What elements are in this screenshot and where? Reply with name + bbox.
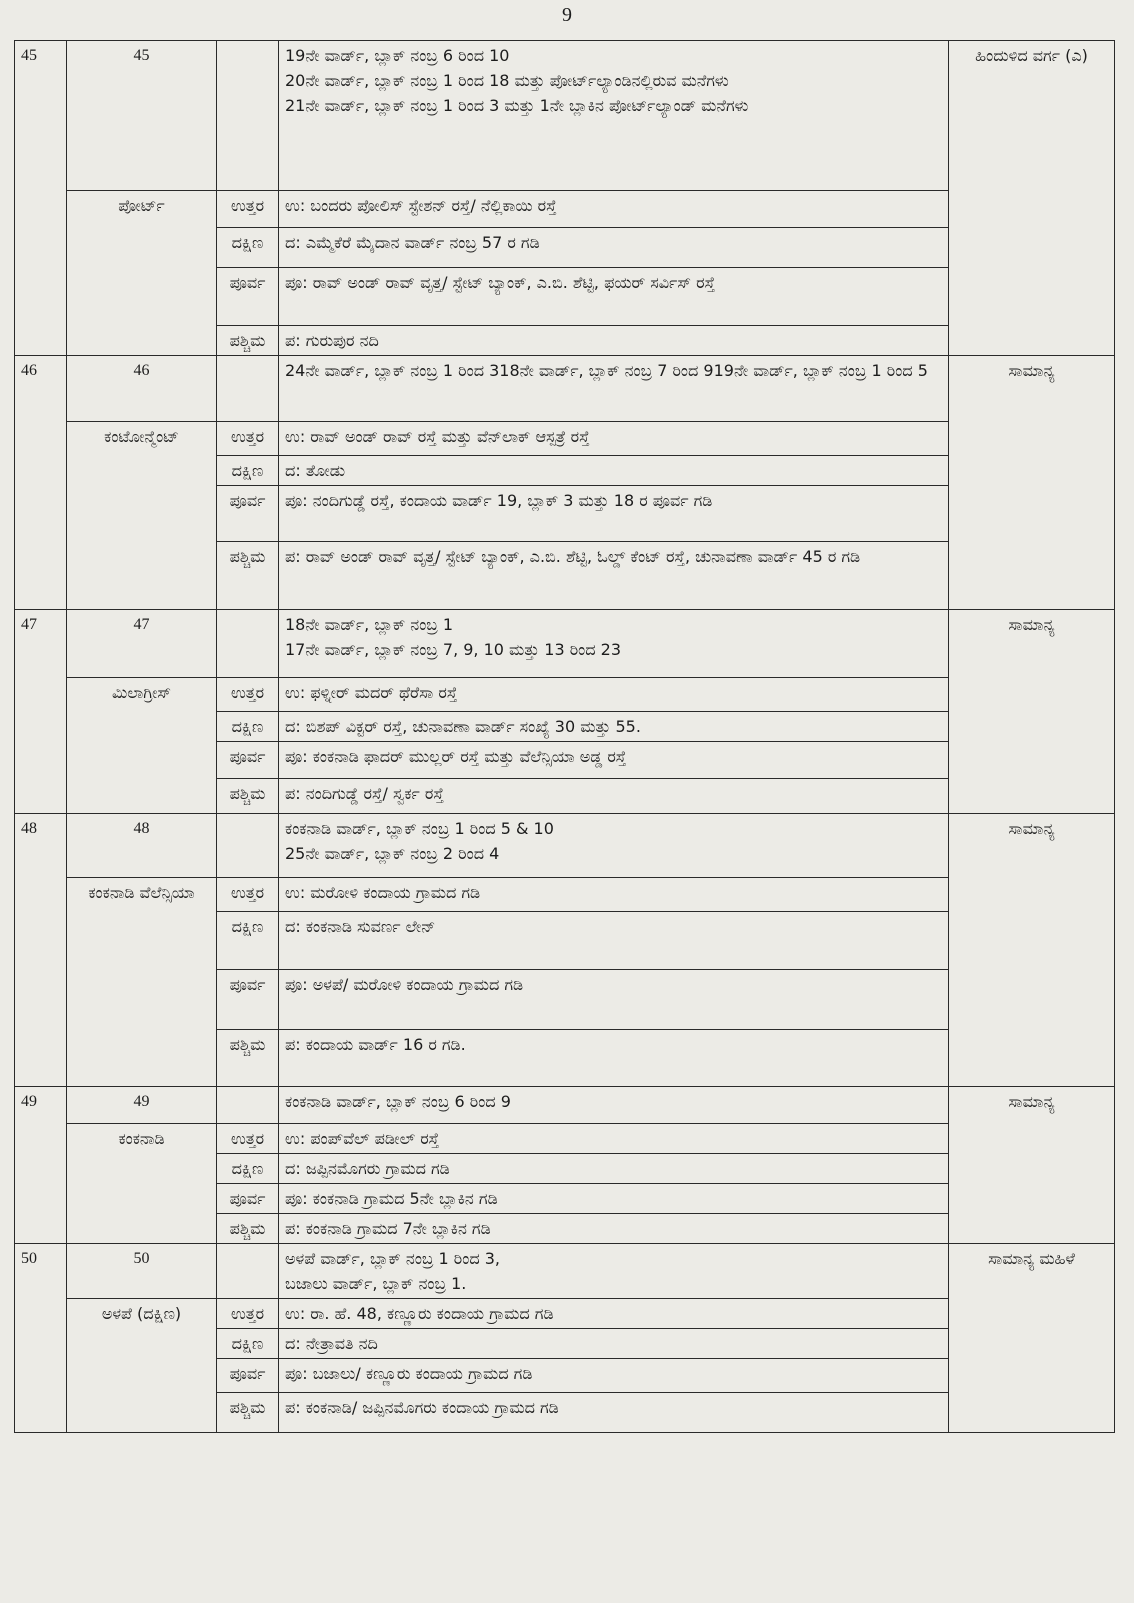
boundary-north: ಉ: ಫಳ್ನೀರ್ ಮದರ್ ಥೆರೆಸಾ ರಸ್ತೆ — [279, 678, 949, 712]
ward-blocks — [279, 356, 949, 422]
boundary-south: ದ: ಜಪ್ಪಿನಮೊಗರು ಗ್ರಾಮದ ಗಡಿ — [279, 1154, 949, 1184]
direction-label-north: ಉತ್ತರ — [217, 191, 279, 228]
direction-empty — [217, 814, 279, 878]
block-line: 18ನೇ ವಾರ್ಡ್, ಬ್ಲಾಕ್ ನಂಬ್ರ 1 — [285, 615, 454, 634]
boundary-north: ಉ: ರಾವ್ ಅಂಡ್ ರಾವ್ ರಸ್ತೆ ಮತ್ತು ವೆನ್‌ಲಾಕ್ ಆಸ್ಪತ್ರೆ ರಸ್ತೆ — [279, 422, 949, 456]
ward-name: ಅಳಪೆ (ದಕ್ಷಿಣ) — [67, 1299, 217, 1433]
ward-number: 46 — [67, 356, 217, 422]
serial-number: 50 — [15, 1244, 67, 1433]
ward-blocks — [279, 1087, 949, 1124]
block-line: 21ನೇ ವಾರ್ಡ್, ಬ್ಲಾಕ್ ನಂಬ್ರ 1 ರಿಂದ 3 ಮತ್ತು 1ನೇ ಬ್ಲಾಕಿನ ಪೋರ್ಟ್‌ಲ್ಯಾಂಡ್ ಮನೆಗಳು — [285, 96, 749, 115]
block-line: ಬಜಾಲು ವಾರ್ಡ್, ಬ್ಲಾಕ್ ನಂಬ್ರ 1. — [285, 1274, 467, 1293]
boundary-west: ಪ: ಕಂದಾಯ ವಾರ್ಡ್ 16 ರ ಗಡಿ. — [279, 1030, 949, 1087]
block-line: 20ನೇ ವಾರ್ಡ್, ಬ್ಲಾಕ್ ನಂಬ್ರ 1 ರಿಂದ 18 ಮತ್ತು ಪೋರ್ಟ್‌ಲ್ಯಾಂಡಿನಲ್ಲಿರುವ ಮನೆಗಳು — [285, 71, 729, 90]
reservation-category: ಸಾಮಾನ್ಯ — [949, 356, 1115, 610]
direction-label-north: ಉತ್ತರ — [217, 678, 279, 712]
boundary-north: ಉ: ರಾ. ಹೆ. 48, ಕಣ್ಣೂರು ಕಂದಾಯ ಗ್ರಾಮದ ಗಡಿ — [279, 1299, 949, 1329]
direction-label-south: ದಕ್ಷಿಣ — [217, 912, 279, 970]
direction-label-north: ಉತ್ತರ — [217, 422, 279, 456]
serial-number: 49 — [15, 1087, 67, 1244]
boundary-south: ದ: ಕಂಕನಾಡಿ ಸುವರ್ಣ ಲೇನ್ — [279, 912, 949, 970]
ward-name: ಕಂಕನಾಡಿ ವೆಲೆನ್ಸಿಯಾ — [67, 878, 217, 1087]
ward-row-header — [15, 1087, 1115, 1124]
boundary-south: ದ: ಎಮ್ಮೆಕೆರೆ ಮೈದಾನ ವಾರ್ಡ್ ನಂಬ್ರ 57 ರ ಗಡಿ — [279, 228, 949, 268]
reservation-category: ಸಾಮಾನ್ಯ — [949, 814, 1115, 1087]
direction-label-north: ಉತ್ತರ — [217, 1299, 279, 1329]
serial-number: 48 — [15, 814, 67, 1087]
direction-label-south: ದಕ್ಷಿಣ — [217, 712, 279, 742]
direction-label-east: ಪೂರ್ವ — [217, 1184, 279, 1214]
reservation-category: ಸಾಮಾನ್ಯ ಮಹಿಳೆ — [949, 1244, 1115, 1433]
boundary-west: ಪ: ಕಂಕನಾಡಿ/ ಜಪ್ಪಿನಮೊಗರು ಕಂದಾಯ ಗ್ರಾಮದ ಗಡಿ — [279, 1393, 949, 1433]
direction-label-west: ಪಶ್ಚಿಮ — [217, 1393, 279, 1433]
serial-number: 46 — [15, 356, 67, 610]
ward-number: 50 — [67, 1244, 217, 1299]
boundary-south: ದ: ತೋಡು — [279, 456, 949, 486]
direction-label-east: ಪೂರ್ವ — [217, 486, 279, 542]
reservation-category: ಸಾಮಾನ್ಯ — [949, 1087, 1115, 1244]
direction-label-north: ಉತ್ತರ — [217, 878, 279, 912]
ward-name: ಕಂಟೋನ್ಮೆಂಟ್ — [67, 422, 217, 610]
direction-label-south: ದಕ್ಷಿಣ — [217, 1329, 279, 1359]
boundary-north: ಉ: ಪಂಪ್‌ವೆಲ್ ಪಡೀಲ್ ರಸ್ತೆ — [279, 1124, 949, 1154]
direction-label-east: ಪೂರ್ವ — [217, 1359, 279, 1393]
direction-label-north: ಉತ್ತರ — [217, 1124, 279, 1154]
serial-number: 45 — [15, 41, 67, 356]
ward-row-header — [15, 814, 1115, 878]
block-line: ಕಂಕನಾಡಿ ವಾರ್ಡ್, ಬ್ಲಾಕ್ ನಂಬ್ರ 6 ರಿಂದ 9 — [285, 1092, 511, 1111]
direction-empty — [217, 610, 279, 678]
ward-name: ಪೋರ್ಟ್ — [67, 191, 217, 356]
direction-label-south: ದಕ್ಷಿಣ — [217, 1154, 279, 1184]
boundary-east: ಪೂ: ರಾವ್ ಅಂಡ್ ರಾವ್ ವೃತ್ತ/ ಸ್ಟೇಟ್ ಬ್ಯಾಂಕ್, ಎ.ಬಿ. ಶೆಟ್ಟಿ, ಫಯರ್ ಸರ್ವಿಸ್ ರಸ್ತೆ — [279, 268, 949, 326]
reservation-category: ಸಾಮಾನ್ಯ — [949, 610, 1115, 814]
ward-row-header — [15, 1244, 1115, 1299]
block-line: ಕಂಕನಾಡಿ ವಾರ್ಡ್, ಬ್ಲಾಕ್ ನಂಬ್ರ 1 ರಿಂದ 5 & 10 — [285, 819, 554, 838]
ward-number: 48 — [67, 814, 217, 878]
boundary-east: ಪೂ: ಬಜಾಲು/ ಕಣ್ಣೂರು ಕಂದಾಯ ಗ್ರಾಮದ ಗಡಿ — [279, 1359, 949, 1393]
boundary-west: ಪ: ಕಂಕನಾಡಿ ಗ್ರಾಮದ 7ನೇ ಬ್ಲಾಕಿನ ಗಡಿ — [279, 1214, 949, 1244]
direction-label-south: ದಕ್ಷಿಣ — [217, 228, 279, 268]
block-line: 25ನೇ ವಾರ್ಡ್, ಬ್ಲಾಕ್ ನಂಬ್ರ 2 ರಿಂದ 4 — [285, 844, 500, 863]
block-line: ಅಳಪೆ ವಾರ್ಡ್, ಬ್ಲಾಕ್ ನಂಬ್ರ 1 ರಿಂದ 3, — [285, 1249, 501, 1268]
direction-label-west: ಪಶ್ಚಿಮ — [217, 542, 279, 610]
ward-blocks — [279, 814, 949, 878]
block-line: 24ನೇ ವಾರ್ಡ್, ಬ್ಲಾಕ್ ನಂಬ್ರ 1 ರಿಂದ 318ನೇ ವಾರ್ಡ್, ಬ್ಲಾಕ್ ನಂಬ್ರ 7 ರಿಂದ 919ನೇ ವಾರ್ಡ್, ಬ್ಲಾಕ್ ನಂಬ್ರ 1 ರಿಂದ 5 — [285, 361, 928, 380]
direction-label-west: ಪಶ್ಚಿಮ — [217, 326, 279, 356]
ward-blocks — [279, 610, 949, 678]
ward-number: 47 — [67, 610, 217, 678]
block-line: 17ನೇ ವಾರ್ಡ್, ಬ್ಲಾಕ್ ನಂಬ್ರ 7, 9, 10 ಮತ್ತು 13 ರಿಂದ 23 — [285, 640, 622, 659]
boundary-south: ದ: ನೇತ್ರಾವತಿ ನದಿ — [279, 1329, 949, 1359]
boundary-east: ಪೂ: ಕಂಕನಾಡಿ ಗ್ರಾಮದ 5ನೇ ಬ್ಲಾಕಿನ ಗಡಿ — [279, 1184, 949, 1214]
ward-number: 45 — [67, 41, 217, 191]
boundary-east: ಪೂ: ಕಂಕನಾಡಿ ಫಾದರ್ ಮುಲ್ಲರ್ ರಸ್ತೆ ಮತ್ತು ವೆಲೆನ್ಸಿಯಾ ಅಡ್ಡ ರಸ್ತೆ — [279, 742, 949, 779]
boundary-west: ಪ: ಗುರುಪುರ ನದಿ — [279, 326, 949, 356]
direction-empty — [217, 41, 279, 191]
serial-number: 47 — [15, 610, 67, 814]
boundary-east: ಪೂ: ನಂದಿಗುಡ್ಡೆ ರಸ್ತೆ, ಕಂದಾಯ ವಾರ್ಡ್ 19, ಬ್ಲಾಕ್ 3 ಮತ್ತು 18 ರ ಪೂರ್ವ ಗಡಿ — [279, 486, 949, 542]
direction-label-south: ದಕ್ಷಿಣ — [217, 456, 279, 486]
reservation-category: ಹಿಂದುಳಿದ ವರ್ಗ (ಎ) — [949, 41, 1115, 356]
direction-empty — [217, 356, 279, 422]
boundary-south: ದ: ಬಿಶಪ್ ವಿಕ್ಟರ್ ರಸ್ತೆ, ಚುನಾವಣಾ ವಾರ್ಡ್ ಸಂಖ್ಯೆ 30 ಮತ್ತು 55. — [279, 712, 949, 742]
boundary-east: ಪೂ: ಅಳಪೆ/ ಮರೋಳಿ ಕಂದಾಯ ಗ್ರಾಮದ ಗಡಿ — [279, 970, 949, 1030]
direction-label-west: ಪಶ್ಚಿಮ — [217, 1030, 279, 1087]
direction-label-east: ಪೂರ್ವ — [217, 970, 279, 1030]
ward-name: ಕಂಕನಾಡಿ — [67, 1124, 217, 1244]
direction-empty — [217, 1244, 279, 1299]
direction-label-west: ಪಶ್ಚಿಮ — [217, 779, 279, 814]
ward-row-header — [15, 356, 1115, 422]
ward-row-header — [15, 610, 1115, 678]
boundary-west: ಪ: ರಾವ್ ಅಂಡ್ ರಾವ್ ವೃತ್ತ/ ಸ್ಟೇಟ್ ಬ್ಯಾಂಕ್, ಎ.ಬಿ. ಶೆಟ್ಟಿ, ಓಲ್ಡ್ ಕೆಂಟ್ ರಸ್ತೆ, ಚುನಾವಣಾ ವಾರ್ಡ್ 45 ರ ಗಡಿ — [279, 542, 949, 610]
direction-label-east: ಪೂರ್ವ — [217, 268, 279, 326]
boundary-north: ಉ: ಮರೋಳಿ ಕಂದಾಯ ಗ್ರಾಮದ ಗಡಿ — [279, 878, 949, 912]
ward-table-body — [15, 41, 1115, 1433]
direction-label-west: ಪಶ್ಚಿಮ — [217, 1214, 279, 1244]
page-number: 9 — [562, 4, 572, 26]
direction-label-east: ಪೂರ್ವ — [217, 742, 279, 779]
ward-number: 49 — [67, 1087, 217, 1124]
ward-blocks — [279, 1244, 949, 1299]
ward-row-header — [15, 41, 1115, 191]
direction-empty — [217, 1087, 279, 1124]
ward-reservation-table — [14, 40, 1115, 1433]
boundary-north: ಉ: ಬಂದರು ಪೋಲಿಸ್ ಸ್ಟೇಶನ್ ರಸ್ತೆ/ ನೆಲ್ಲಿಕಾಯಿ ರಸ್ತೆ — [279, 191, 949, 228]
boundary-west: ಪ: ನಂದಿಗುಡ್ಡೆ ರಸ್ತೆ/ ಸ್ವರ್ಕ ರಸ್ತೆ — [279, 779, 949, 814]
ward-blocks — [279, 41, 949, 191]
ward-name: ಮಿಲಾಗ್ರೀಸ್ — [67, 678, 217, 814]
block-line: 19ನೇ ವಾರ್ಡ್, ಬ್ಲಾಕ್ ನಂಬ್ರ 6 ರಿಂದ 10 — [285, 46, 510, 65]
